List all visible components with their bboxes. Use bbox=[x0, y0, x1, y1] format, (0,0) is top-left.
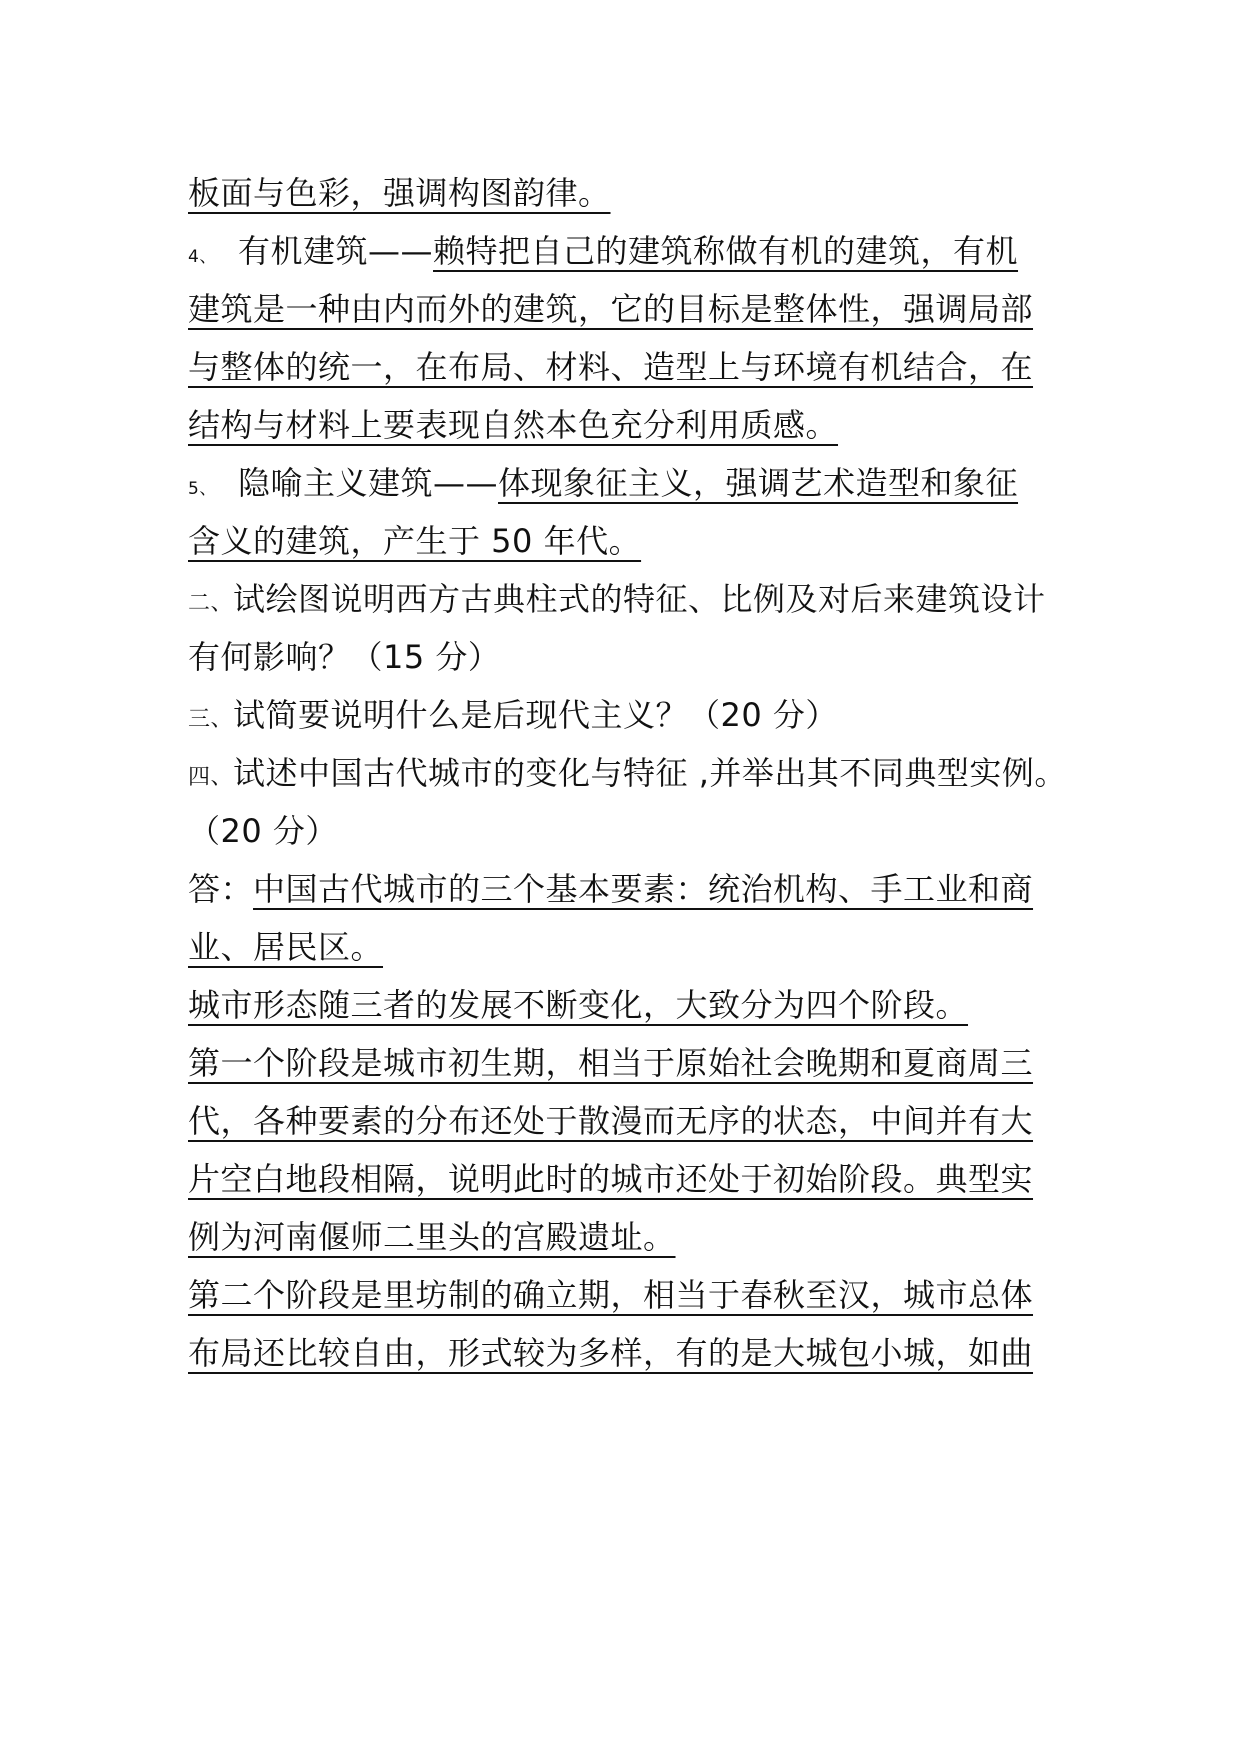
question-number: 四、 bbox=[188, 765, 234, 790]
underlined-answer: 业、居民区。 bbox=[188, 928, 384, 966]
question-3-line bbox=[188, 685, 838, 745]
question-text: 有何影响？（15 分） bbox=[188, 638, 501, 676]
question-text: 试绘图说明西方古典柱式的特征、比例及对后来建筑设计 bbox=[233, 580, 1046, 618]
text-line-16 bbox=[188, 1033, 1033, 1093]
text-line-20 bbox=[188, 1265, 1033, 1325]
text-line-3 bbox=[188, 279, 1033, 339]
text-line-18 bbox=[188, 1149, 1033, 1209]
text-line-12 bbox=[188, 801, 338, 861]
text-line-1 bbox=[188, 163, 632, 223]
underlined-answer: 布局还比较自由，形式较为多样，有的是大城包小城，如曲 bbox=[188, 1334, 1034, 1372]
question-4-line bbox=[188, 743, 1067, 803]
term-5-line bbox=[188, 453, 1018, 513]
item-number: 4、 bbox=[188, 247, 217, 267]
underlined-answer: 城市形态随三者的发展不断变化，大致分为四个阶段。 bbox=[188, 986, 969, 1024]
underlined-answer: 体现象征主义，强调艺术造型和象征 bbox=[498, 464, 1019, 502]
text-line-4 bbox=[188, 337, 1033, 397]
term-heading: 有机建筑—— bbox=[238, 232, 434, 270]
underlined-answer: 建筑是一种由内而外的建筑，它的目标是整体性，强调局部 bbox=[188, 290, 1034, 328]
text-line-7 bbox=[188, 511, 662, 571]
text-line-9 bbox=[188, 627, 500, 687]
underlined-answer: 赖特把自己的建筑称做有机的建筑，有机 bbox=[433, 232, 1019, 270]
text-line-15 bbox=[188, 975, 989, 1035]
question-2-line bbox=[188, 569, 1046, 629]
underlined-answer: 代，各种要素的分布还处于散漫而无序的状态，中间并有大 bbox=[188, 1102, 1034, 1140]
term-4-line bbox=[188, 221, 1018, 281]
underlined-answer: 片空白地段相隔，说明此时的城市还处于初始阶段。典型实 bbox=[188, 1160, 1034, 1198]
underlined-answer: 中国古代城市的三个基本要素：统治机构、手工业和商 bbox=[253, 870, 1034, 908]
underlined-answer: 结构与材料上要表现自然本色充分利用质感。 bbox=[188, 406, 839, 444]
question-text: （20 分） bbox=[188, 812, 338, 850]
text-line-17 bbox=[188, 1091, 1033, 1151]
text-line-21 bbox=[188, 1323, 1033, 1383]
term-heading: 隐喻主义建筑—— bbox=[238, 464, 499, 502]
question-text: 试述中国古代城市的变化与特征 ,并举出其不同典型实例。 bbox=[233, 754, 1067, 792]
question-number: 三、 bbox=[188, 707, 234, 732]
text-line-5 bbox=[188, 395, 859, 455]
underlined-answer: 第一个阶段是城市初生期，相当于原始社会晚期和夏商周三 bbox=[188, 1044, 1034, 1082]
question-text: 试简要说明什么是后现代主义？（20 分） bbox=[233, 696, 838, 734]
question-number: 二、 bbox=[188, 591, 234, 616]
text-line-14 bbox=[188, 917, 404, 977]
text-line-19 bbox=[188, 1207, 697, 1267]
underlined-answer: 含义的建筑，产生于 50 年代。 bbox=[188, 522, 642, 560]
underlined-answer: 第二个阶段是里坊制的确立期，相当于春秋至汉，城市总体 bbox=[188, 1276, 1034, 1314]
underlined-answer: 板面与色彩，强调构图韵律。 bbox=[188, 174, 611, 212]
underlined-answer: 与整体的统一，在布局、材料、造型上与环境有机结合，在 bbox=[188, 348, 1034, 386]
underlined-answer: 例为河南偃师二里头的宫殿遗址。 bbox=[188, 1218, 676, 1256]
item-number: 5、 bbox=[188, 479, 217, 499]
answer-label: 答： bbox=[188, 870, 254, 908]
answer-line bbox=[188, 859, 1033, 919]
